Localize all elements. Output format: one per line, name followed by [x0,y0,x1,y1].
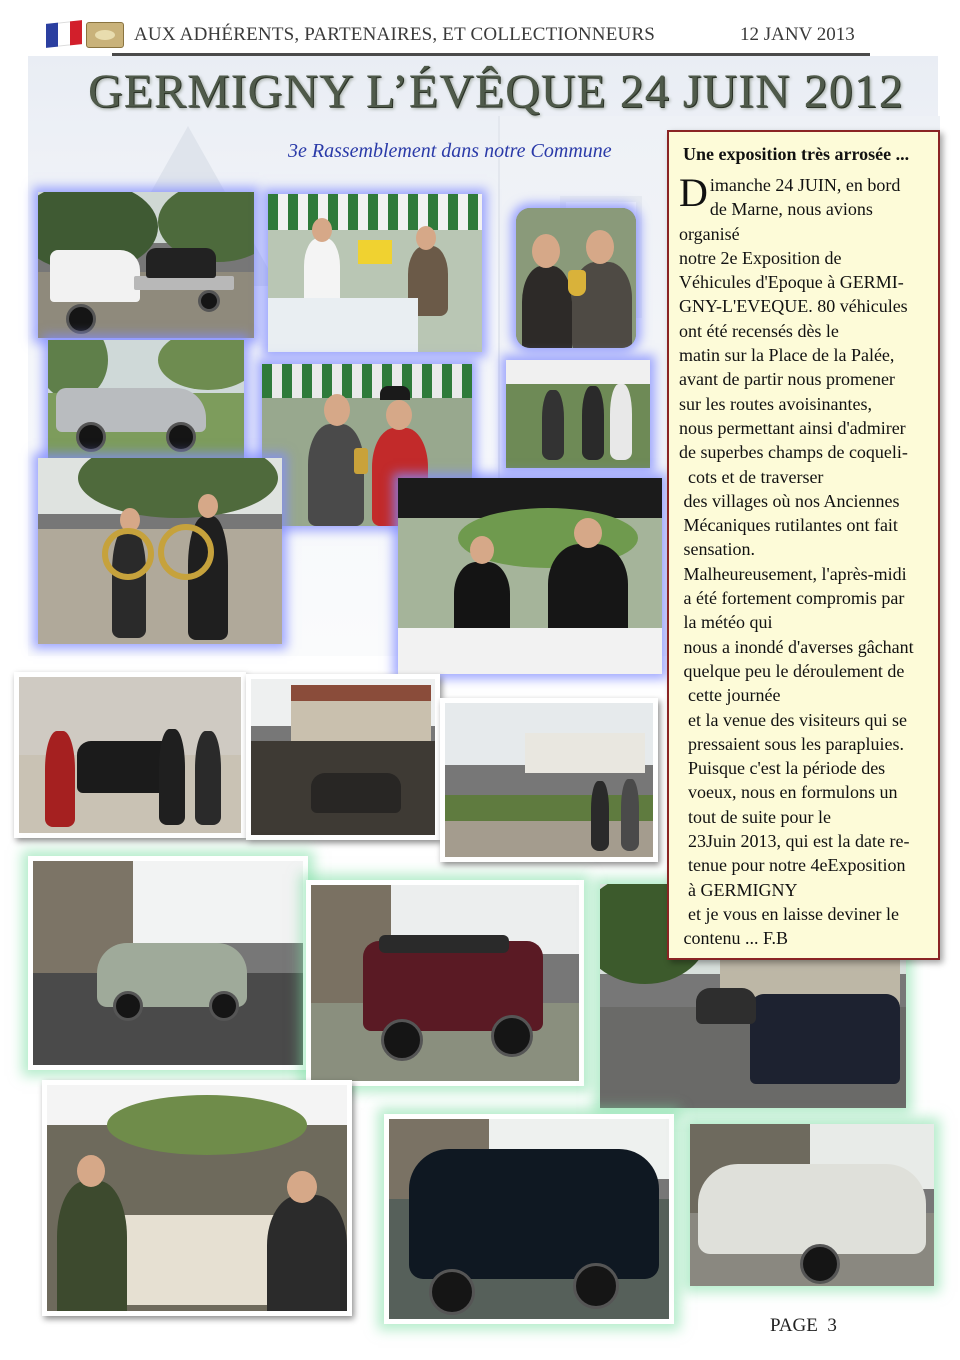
article-line: 23Juin 2013, qui est la date re- [679,831,910,852]
article-line: tenue pour notre 4eExposition [679,855,906,876]
club-badge-icon [86,22,124,48]
photo-peugeot-403 [384,1114,674,1324]
photo-citroen-red [306,880,584,1086]
article-line: cots et de traverser [679,466,824,487]
article-line: voeux, nous en formulons un [679,782,898,803]
article-line: Véhicules d'Epoque à GERMI- [679,272,904,293]
page-number: PAGE 3 [770,1315,837,1336]
article-line: imanche 24 JUIN, en bord [709,175,901,195]
article-line: notre 2e Exposition de [679,247,842,268]
photo-renault-dauphine [28,856,308,1070]
article-line: des villages où nos Anciennes [679,490,900,511]
article-line: tout de suite pour le [679,806,831,827]
article-line: GNY-L'EVEQUE. 80 véhicules [679,296,908,317]
photo-cadillac [48,340,244,458]
header-rule [112,53,870,56]
article-line: sensation. [679,539,755,560]
article-line: de superbes champs de coqueli- [679,442,908,463]
page-title: GERMIGNY L’ÉVÊQUE 24 JUIN 2012 [88,65,904,118]
article-line: avant de partir nous promener [679,369,895,390]
photo-musicians [506,360,650,468]
header-bar [40,16,870,56]
article-line: quelque peu le déroulement de [679,660,905,681]
photo-tent-stand [398,478,662,674]
article-line: de Marne, nous avions organisé [679,199,873,244]
article-line: et je vous en laisse deviner le [679,903,899,924]
article-dropcap: D [679,170,708,215]
photo-simca-aronde [690,1124,934,1286]
photo-crowd-courtyard [246,674,440,840]
photo-tow-truck [38,192,254,338]
article-line: ont été recensés dès le [679,320,839,341]
article-line: pressaient sous les parapluies. [679,733,904,754]
photo-peugeot-horns [14,672,246,838]
article-box [667,130,940,960]
issue-date: 12 JANV 2013 [740,24,855,45]
article-line: nous permettant ainsi d'admirer [679,417,906,438]
article-line: Malheureusement, l'après-midi [679,563,907,584]
page-subtitle: 3e Rassemblement dans notre Commune [288,140,612,162]
article-line: Puisque c'est la période des [679,758,886,779]
photo-horn-players [38,458,282,644]
article-line: et la venue des visiteurs qui se [679,709,907,730]
article-line: la météo qui [679,612,773,633]
article-line: a été fortement compromis par [679,588,905,609]
article-body [679,170,928,951]
article-line: nous a inondé d'averses gâchant [679,636,914,657]
photo-motorcycles-yard [440,698,658,862]
photo-welcome-stand [268,194,482,352]
article-line: sur les routes avoisinantes, [679,393,872,414]
article-line: cette journée [679,685,781,706]
article-line: matin sur la Place de la Palée, [679,345,895,366]
photo-picnic-table [42,1080,352,1316]
running-title: AUX ADHÉRENTS, PARTENAIRES, ET COLLECTIONNEURS [134,24,656,45]
article-heading: Une exposition très arrosée ... [683,144,910,164]
article-line: contenu ... F.B [679,928,789,949]
photo-trophy-couple [516,208,636,348]
article-line: Mécaniques rutilantes ont fait [679,515,898,536]
french-flag-icon [46,20,82,48]
article-line: à GERMIGNY [679,879,798,900]
